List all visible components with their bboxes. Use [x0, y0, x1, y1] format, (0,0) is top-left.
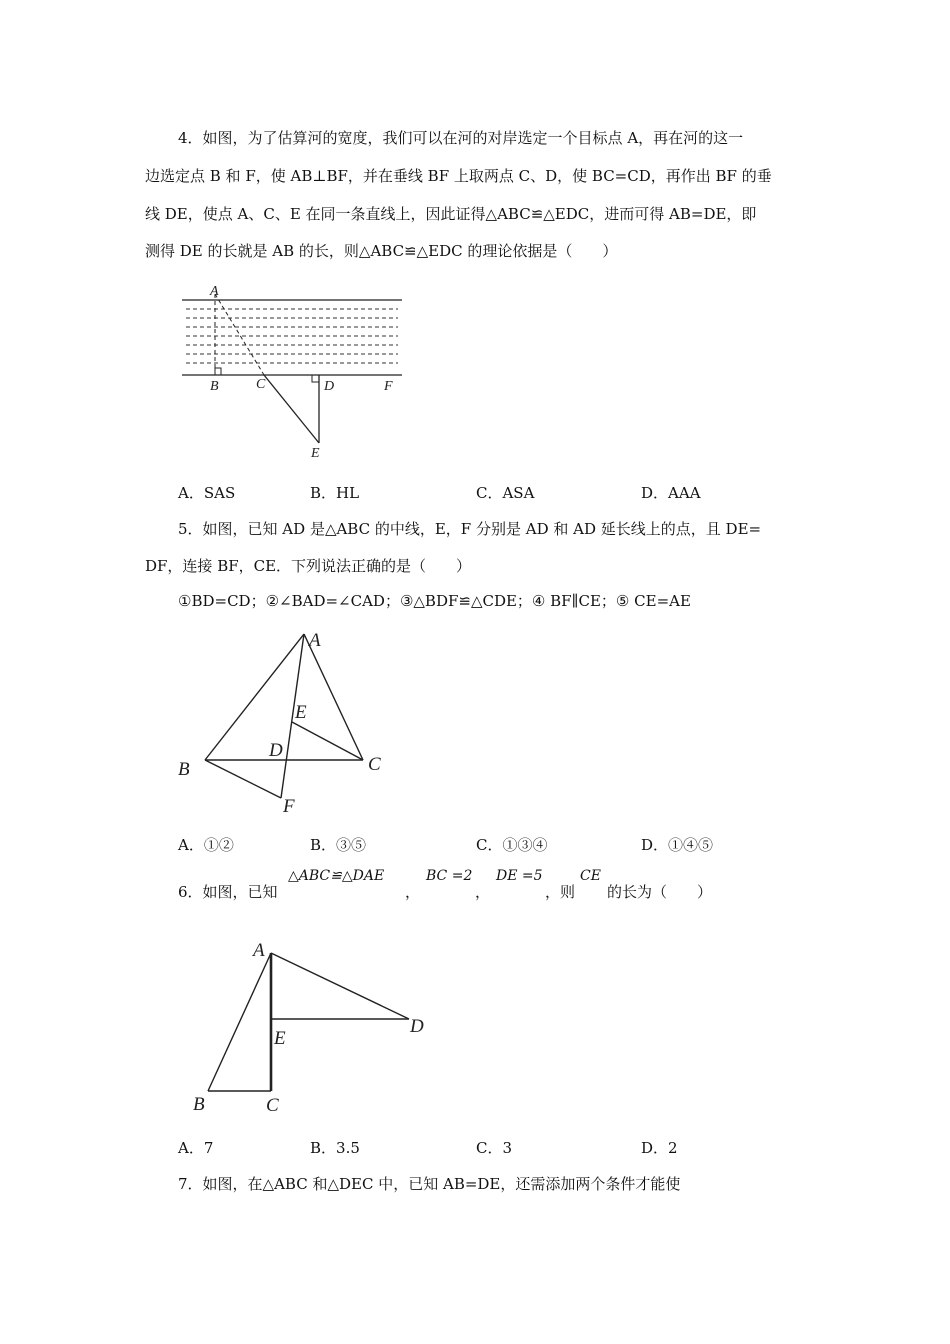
q6-condition-bc: BC =2 [426, 868, 473, 884]
q6-sep-3: ，则 [545, 883, 576, 901]
q4-option-a[interactable]: A．SAS [178, 484, 236, 502]
label-e: E [295, 702, 307, 723]
q6-condition-congruent: △ABC≌△DAE [288, 868, 385, 884]
q6-suffix: 的长为（ ） [607, 883, 713, 901]
q7-line-1: 7．如图，在△ABC 和△DEC 中，已知 AB=DE，还需添加两个条件才能使 [178, 1175, 681, 1193]
q4-option-d[interactable]: D．AAA [641, 484, 701, 502]
q6-prefix: 6．如图，已知 [178, 883, 278, 901]
segment-ec [292, 722, 363, 760]
label-a: A [253, 940, 265, 961]
label-b: B [210, 379, 219, 394]
q4-line-1: 4．如图，为了估算河的宽度，我们可以在河的对岸选定一个目标点 A，再在河的这一 [178, 129, 744, 147]
q5-triangle-figure [170, 620, 420, 820]
segment-ce [264, 375, 319, 443]
label-e: E [311, 446, 320, 461]
q4-line-2: 边选定点 B 和 F，使 AB⊥BF，并在垂线 BF 上取两点 C、D，使 BC=CD，再作出 BF 的垂 [145, 167, 772, 185]
q4-option-c[interactable]: C．ASA [476, 484, 535, 502]
q4-option-b[interactable]: B．HL [310, 484, 360, 502]
q5-option-c[interactable]: C．①③④ [476, 836, 548, 854]
q5-line-1: 5．如图，已知 AD 是△ABC 的中线，E，F 分别是 AD 和 AD 延长线上的点，且 DE= [178, 520, 762, 538]
q6-triangle-figure [190, 935, 440, 1120]
q6-option-d[interactable]: D．2 [641, 1139, 678, 1157]
q6-option-b[interactable]: B．3.5 [310, 1139, 360, 1157]
right-angle-d [312, 375, 319, 382]
label-c: C [256, 377, 266, 392]
q5-option-d[interactable]: D．①④⑤ [641, 836, 714, 854]
q4-line-3: 线 DE，使点 A、C、E 在同一条直线上，因此证得△ABC≌△EDC，进而可得 AB=DE，即 [145, 205, 757, 223]
label-b: B [193, 1094, 205, 1115]
right-angle-b [215, 368, 221, 375]
label-d: D [269, 740, 283, 761]
label-c: C [266, 1095, 279, 1116]
q5-option-b[interactable]: B．③⑤ [310, 836, 367, 854]
q4-line-4: 测得 DE 的长就是 AB 的长，则△ABC≌△EDC 的理论依据是（ ） [145, 242, 618, 260]
label-a: A [309, 630, 321, 651]
label-d: D [410, 1016, 424, 1037]
q6-sep-1: ， [405, 883, 421, 901]
label-c: C [368, 754, 381, 775]
q6-sep-2: ， [475, 883, 491, 901]
river-water-lines [186, 309, 398, 363]
label-d: D [324, 379, 335, 394]
q6-option-c[interactable]: C．3 [476, 1139, 513, 1157]
q6-option-a[interactable]: A．7 [178, 1139, 214, 1157]
q5-option-a[interactable]: A．①② [178, 836, 234, 854]
segment-bf [205, 760, 281, 798]
q4-river-figure [178, 280, 408, 465]
q6-condition-de: DE =5 [496, 868, 543, 884]
segment-ab [208, 953, 271, 1091]
label-a: A [210, 284, 219, 299]
label-f: F [283, 796, 295, 817]
label-f: F [384, 379, 393, 394]
q5-line-3: ①BD=CD；②∠BAD=∠CAD；③△BDF≌△CDE；④ BF∥CE；⑤ CE=AE [178, 592, 691, 610]
segment-ac [304, 634, 363, 760]
q6-target-ce: CE [580, 868, 601, 884]
q5-line-2: DF，连接 BF，CE．下列说法正确的是（ ） [145, 557, 472, 575]
label-e: E [274, 1028, 286, 1049]
segment-ad [271, 953, 409, 1019]
label-b: B [178, 759, 190, 780]
